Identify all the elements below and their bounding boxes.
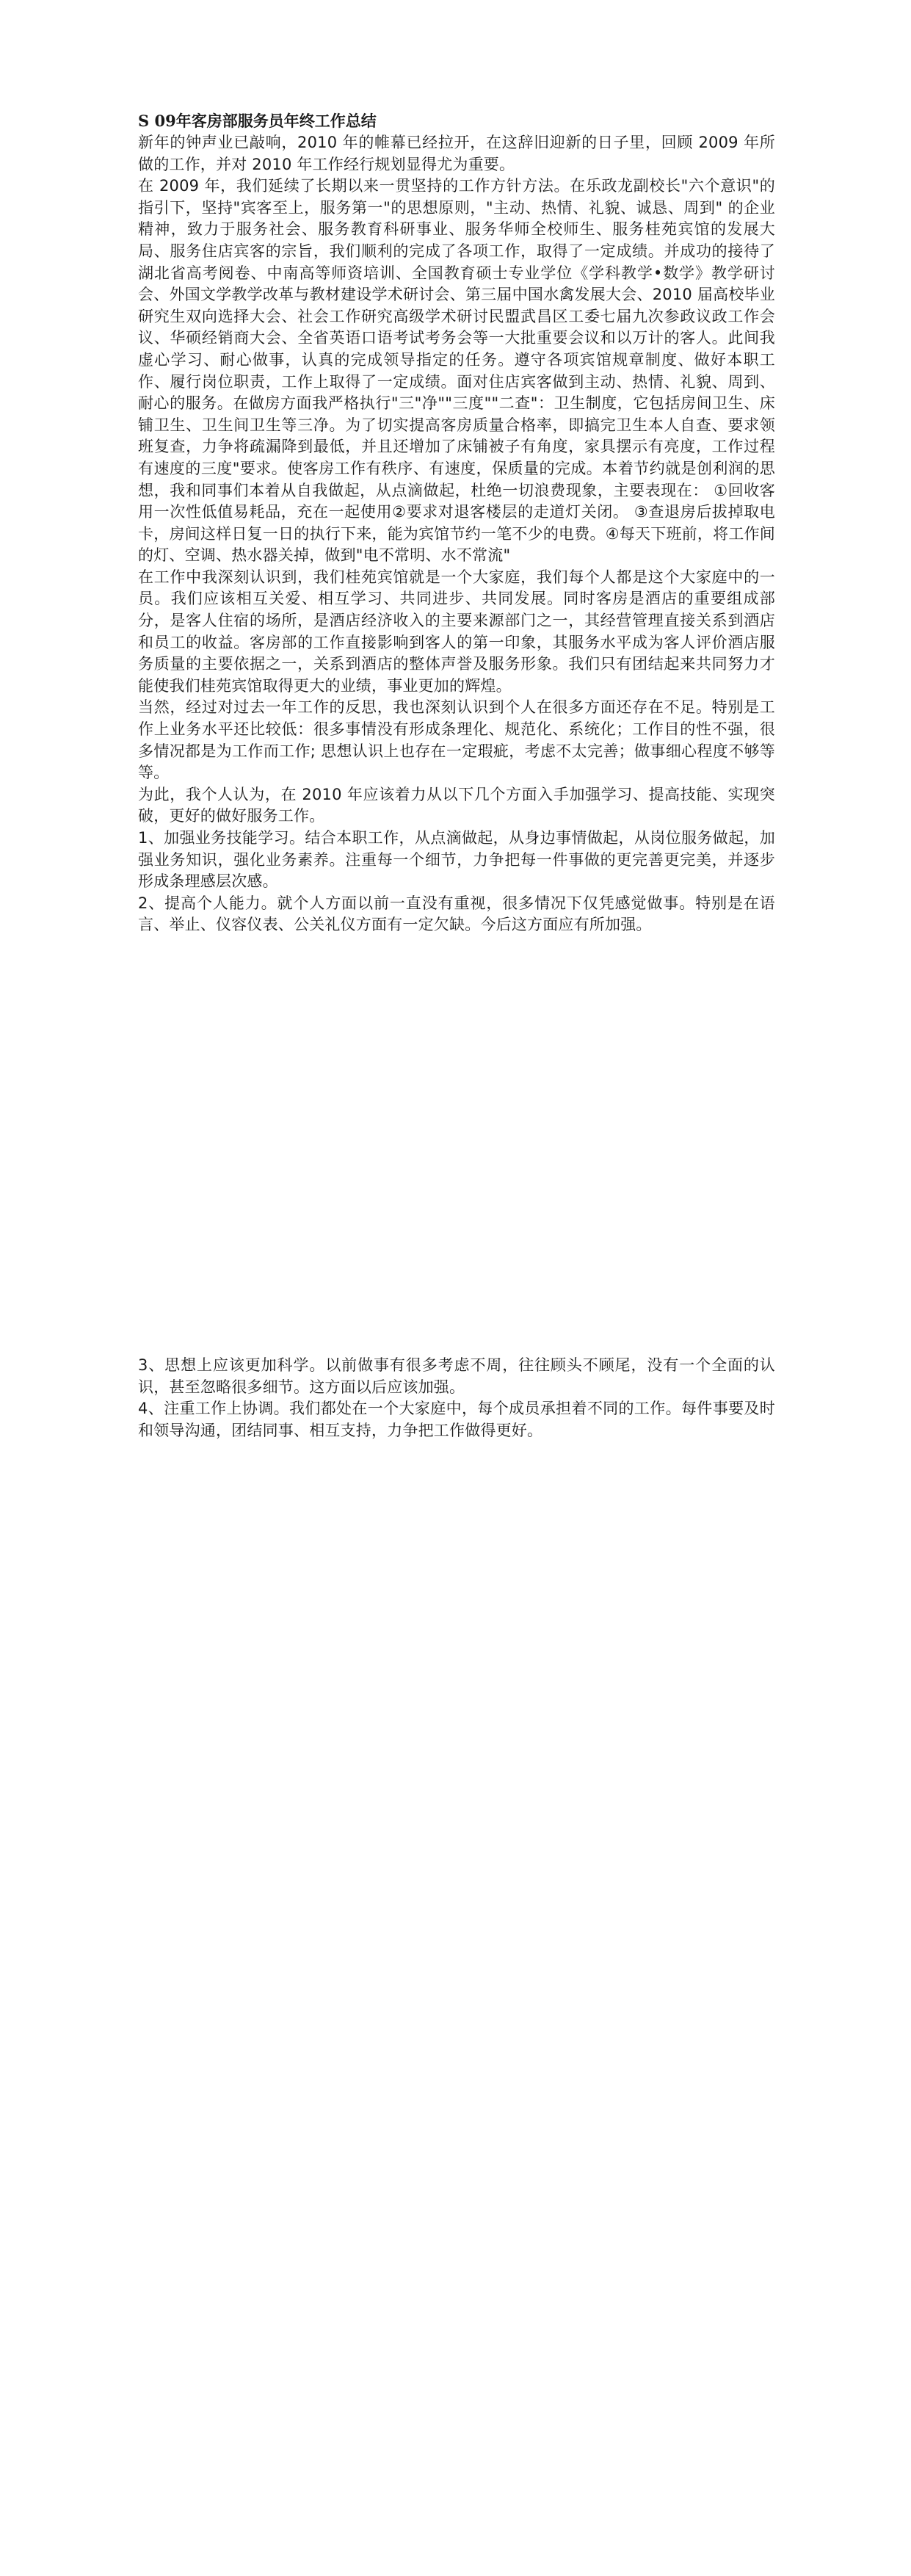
paragraph-item-3: 3、思想上应该更加科学。以前做事有很多考虑不周，往往顾头不顾尾，没有一个全面的认识，甚至忽略很多细节。这方面以后应该加强。 — [138, 1356, 775, 1396]
paragraph-plan-2010: 为此，我个人认为，在 2010 年应该着力从以下几个方面入手加强学习、提高技能、实现突破，更好的做好服务工作。 — [138, 785, 775, 825]
document-title: S 09年客房部服务员年终工作总结 — [138, 112, 377, 130]
paragraph-2009-work: 在 2009 年，我们延续了长期以来一贯坚持的工作方针方法。在乐政龙副校长"六个意识"的指引下，坚持"宾客至上，服务第一"的思想原则，"主动、热情、礼貌、诚恳、周到" 的企业精神，致力于服务社会、服务教育科研事业、服务华师全校师生、服务桂苑宾馆的发展大局、服务住店宾客的宗旨，我们顺利的完成了各项工作，取得了一定成绩。并成功的接待了湖北省高考阅卷、中南高等师资培训、全国教育硕士专业学位《学科教学•数学》教学研讨会、外国文学教学改革与教材建设学术研讨会、第三届中国水禽发展大会、2010 届高校毕业研究生双向选择大会、社会工作研究高级学术研讨民盟武昌区工委七届九次参政议政工作会议、华硕经销商大会、全省英语口语考试考务会等一大批重要会议和以万计的客人。此间我虚心学习、耐心做事，认真的完成领导指定的任务。遵守各项宾馆规章制度、做好本职工作、履行岗位职责，工作上取得了一定成绩。面对住店宾客做到主动、热情、礼貌、周到、耐心的服务。在做房方面我严格执行"三"净""三度""二查"：卫生制度，它包括房间卫生、床铺卫生、卫生间卫生等三净。为了切实提高客房质量合格率，即搞完卫生本人自查、要求领班复查，力争将疏漏降到最低，并且还增加了床铺被子有角度，家具摆示有亮度，工作过程有速度的三度"要求。使客房工作有秩序、有速度，保质量的完成。本着节约就是创利润的思想，我和同事们本着从自我做起，从点滴做起，杜绝一切浪费现象，主要表现在： ①回收客用一次性低值易耗品，充在一起使用②要求对退客楼层的走道灯关闭。 ③查退房后拔掉取电卡，房间这样日复一日的执行下来，能为宾馆节约一笔不少的电费。④每天下班前，将工作间的灯、空调、热水器关掉，做到"电不常明、水不常流" — [138, 177, 775, 565]
paragraph-item-4: 4、注重工作上协调。我们都处在一个大家庭中，每个成员承担着不同的工作。每件事要及时和领导沟通，团结同事、相互支持，力争把工作做得更好。 — [138, 1400, 775, 1439]
document-body-section-2 — [138, 1355, 775, 1441]
paragraph-item-2: 2、提高个人能力。就个人方面以前一直没有重视，很多情况下仅凭感觉做事。特别是在语言、举止、仪容仪表、公关礼仪方面有一定欠缺。今后这方面应有所加强。 — [138, 894, 775, 934]
paragraph-reflection: 当然，经过对过去一年工作的反思，我也深刻认识到个人在很多方面还存在不足。特别是工作上业务水平还比较低：很多事情没有形成条理化、规范化、系统化；工作目的性不强，很多情况都是为工作而工作; 思想认识上也存在一定瑕疵，考虑不太完善；做事细心程度不够等等。 — [138, 698, 775, 782]
paragraph-intro: 新年的钟声业已敲响，2010 年的帷幕已经拉开，在这辞旧迎新的日子里，回顾 2009 年所做的工作，并对 2010 年工作经行规划显得尤为重要。 — [138, 134, 775, 173]
paragraph-item-1: 1、加强业务技能学习。结合本职工作，从点滴做起，从身边事情做起，从岗位服务做起，加强业务知识，强化业务素养。注重每一个细节，力争把每一件事做的更完善更完美，并逐步形成条理感层次感。 — [138, 829, 775, 891]
document-body-section-1 — [138, 110, 775, 936]
paragraph-family: 在工作中我深刻认识到，我们桂苑宾馆就是一个大家庭，我们每个人都是这个大家庭中的一员。我们应该相互关爱、相互学习、共同进步、共同发展。同时客房是酒店的重要组成部分，是客人住宿的场所，是酒店经济收入的主要来源部门之一，其经营管理直接关系到酒店和员工的收益。客房部的工作直接影响到客人的第一印象，其服务水平成为客人评价酒店服务质量的主要依据之一，关系到酒店的整体声誉及服务形象。我们只有团结起来共同努力才能使我们桂苑宾馆取得更大的业绩，事业更加的辉煌。 — [138, 568, 775, 695]
